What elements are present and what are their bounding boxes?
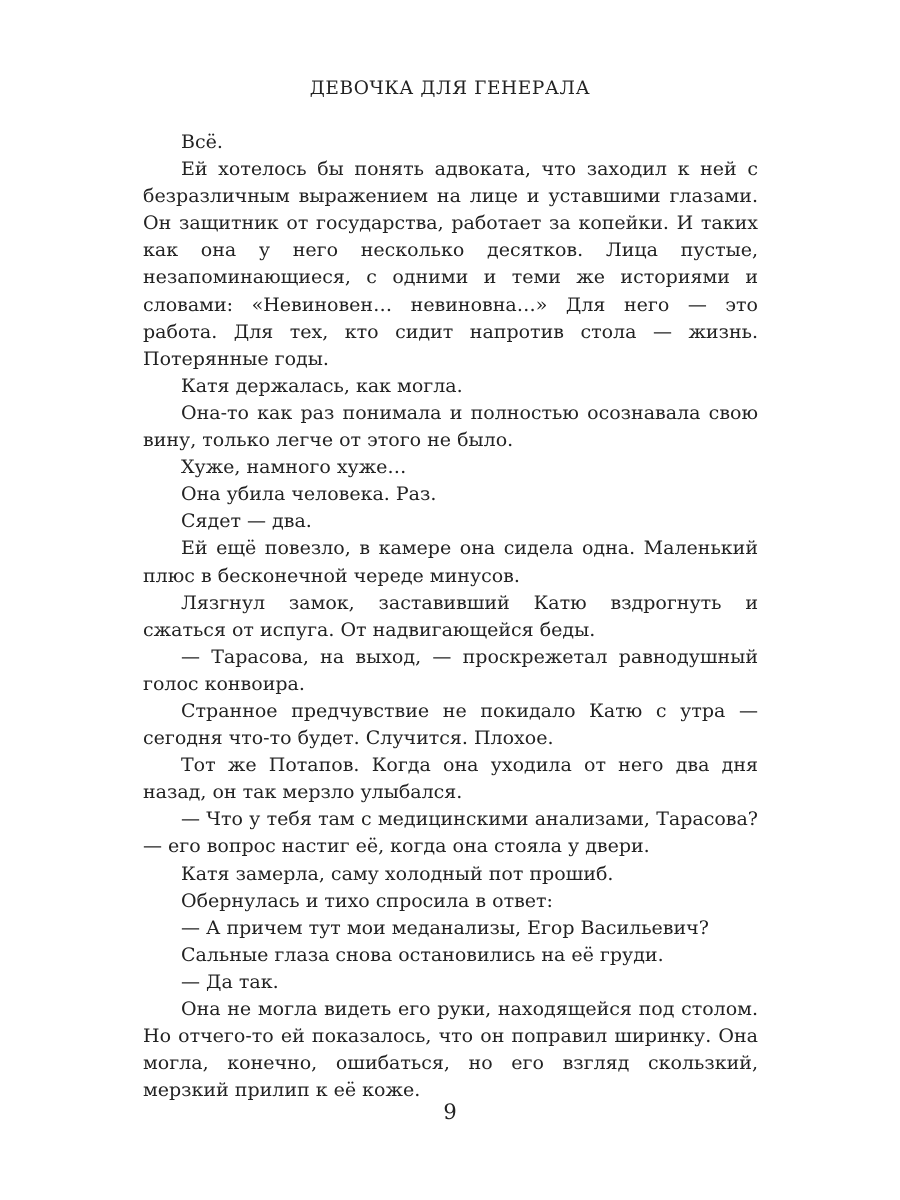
paragraph: — Тарасова, на выход, — проскрежетал равнодушный голос конвоира. xyxy=(143,645,758,695)
paragraph: Обернулась и тихо спросила в ответ: xyxy=(181,889,553,912)
paragraph: Она не могла видеть его руки, находящейся под столом. Но отчего-то ей показалось, что он поправил ширинку. Она могла, конечно, ошибаться, но его взгляд скользкий, мерзкий прилип к её коже. xyxy=(143,998,758,1102)
running-head-title: ДЕВОЧКА ДЛЯ ГЕНЕРАЛА xyxy=(309,78,591,99)
paragraph: Катя держалась, как могла. xyxy=(181,374,463,397)
paragraph: Лязгнул замок, заставивший Катю вздрогнуть и сжаться от испуга. От надвигающейся беды. xyxy=(143,591,758,641)
paragraph: Ей хотелось бы понять адвоката, что заходил к ней с безразличным выражением на лице и уставшими глазами. Он защитник от государства, работает за копейки. И таких как она у него несколько десятков. Лица пустые, незапоминающиеся, с одними и теми же историями и словами: «Невиновен… невиновна…» Для него — это работа. Для тех, кто сидит напротив стола — жизнь. Потерянные годы. xyxy=(143,158,758,370)
paragraph: Она убила человека. Раз. xyxy=(181,483,437,506)
paragraph: — А причем тут мои меданализы, Егор Васильевич? xyxy=(181,916,709,939)
paragraph: Сальные глаза снова остановились на её груди. xyxy=(181,943,664,966)
page-number: 9 xyxy=(443,1100,457,1124)
paragraph: Тот же Потапов. Когда она уходила от него два дня назад, он так мерзло улыбался. xyxy=(143,754,758,804)
paragraph: — Да так. xyxy=(181,970,279,993)
paragraph: Странное предчувствие не покидало Катю с утра — сегодня что-то будет. Случится. Плохое. xyxy=(143,699,758,750)
paragraph: Всё. xyxy=(181,131,223,153)
paragraph: Катя замерла, саму холодный пот прошиб. xyxy=(181,862,614,885)
body-text xyxy=(143,129,758,1104)
paragraph: Она-то как раз понимала и полностью осознавала свою вину, только легче от этого не было. xyxy=(143,401,758,452)
paragraph: Ей ещё повезло, в камере она сидела одна. Маленький плюс в бесконечной череде минусов. xyxy=(143,537,758,587)
paragraph: Хуже, намного хуже… xyxy=(181,456,407,479)
paragraph: — Что у тебя там с медицинскими анализами, Тарасова? — его вопрос настиг её, когда она стояла у двери. xyxy=(143,808,758,858)
paragraph: Сядет — два. xyxy=(181,510,312,533)
